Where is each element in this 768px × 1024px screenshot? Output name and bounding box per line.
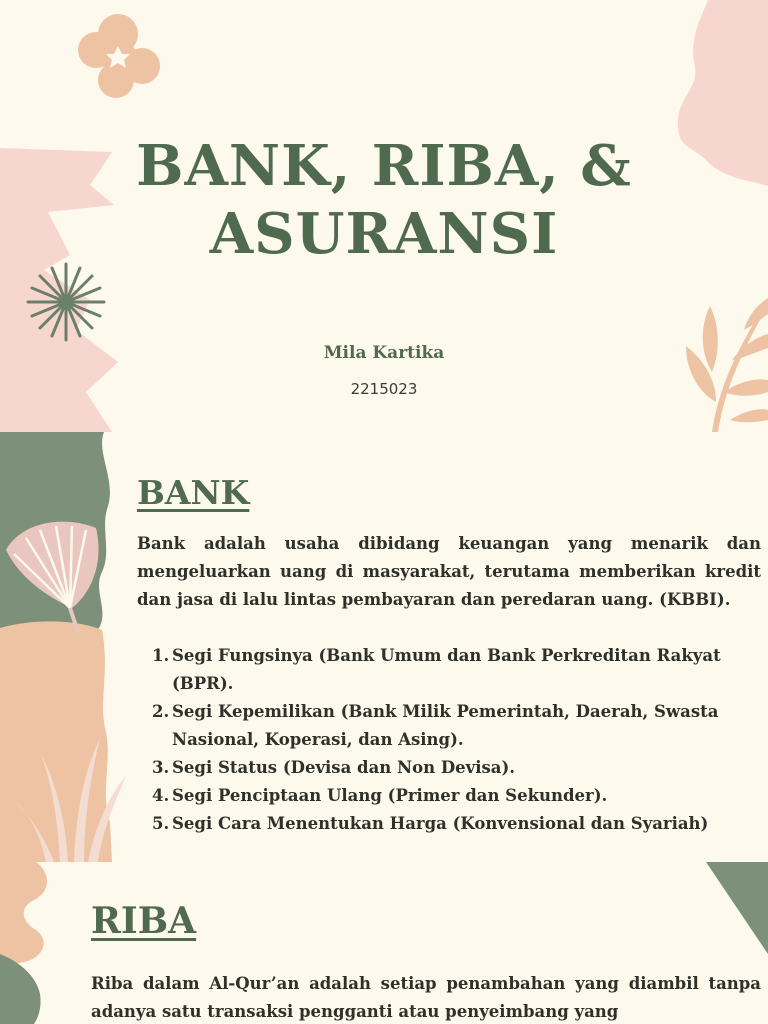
- bank-types-list: [152, 642, 762, 838]
- list-item: [152, 754, 762, 782]
- title-line-2: ASURANSI: [209, 201, 559, 267]
- peach-shape-left: [0, 621, 112, 862]
- bank-definition: Bank adalah usaha dibidang keuangan yang menarik dan mengeluarkan uang di masyarakat, terutama memberikan kredit dan jasa di lalu lintas pembayaran dan peredaran uang. (KBBI).: [137, 534, 761, 609]
- list-item: [152, 642, 762, 698]
- list-number: 5.: [152, 814, 170, 833]
- bank-heading: BANK: [137, 473, 250, 512]
- list-item: [152, 698, 762, 754]
- list-number: 1.: [152, 646, 170, 665]
- list-text: Segi Status (Devisa dan Non Devisa).: [172, 758, 516, 777]
- sage-shape-bottom-left: [0, 954, 41, 1024]
- list-text: Segi Penciptaan Ulang (Primer dan Sekunder).: [172, 786, 608, 805]
- list-text: Segi Cara Menentukan Harga (Konvensional dan Syariah): [172, 814, 709, 833]
- leaf-branch-icon: [686, 298, 768, 432]
- list-number: 2.: [152, 702, 170, 721]
- list-text: Segi Fungsinya (Bank Umum dan Bank Perkreditan Rakyat (BPR).: [172, 646, 721, 693]
- riba-slide: [0, 862, 768, 1024]
- list-item: [152, 810, 762, 838]
- sage-triangle-right: [706, 862, 768, 954]
- student-id: 2215023: [350, 380, 418, 398]
- presentation-title: [0, 132, 768, 268]
- cover-slide: [0, 0, 768, 432]
- list-item: [152, 782, 762, 810]
- list-number: 4.: [152, 786, 170, 805]
- starburst-icon: [28, 264, 104, 340]
- list-text: Segi Kepemilikan (Bank Milik Pemerintah, Daerah, Swasta Nasional, Koperasi, dan Asing).: [172, 702, 719, 749]
- bank-slide: [0, 432, 768, 862]
- title-line-1: BANK, RIBA, &: [136, 133, 632, 199]
- riba-heading: RIBA: [91, 900, 197, 942]
- riba-definition: Riba dalam Al-Qur’an adalah setiap penambahan yang diambil tanpa adanya satu transaksi pengganti atau penyeimbang yang: [91, 974, 761, 1021]
- list-number: 3.: [152, 758, 170, 777]
- author-name: Mila Kartika: [323, 343, 445, 363]
